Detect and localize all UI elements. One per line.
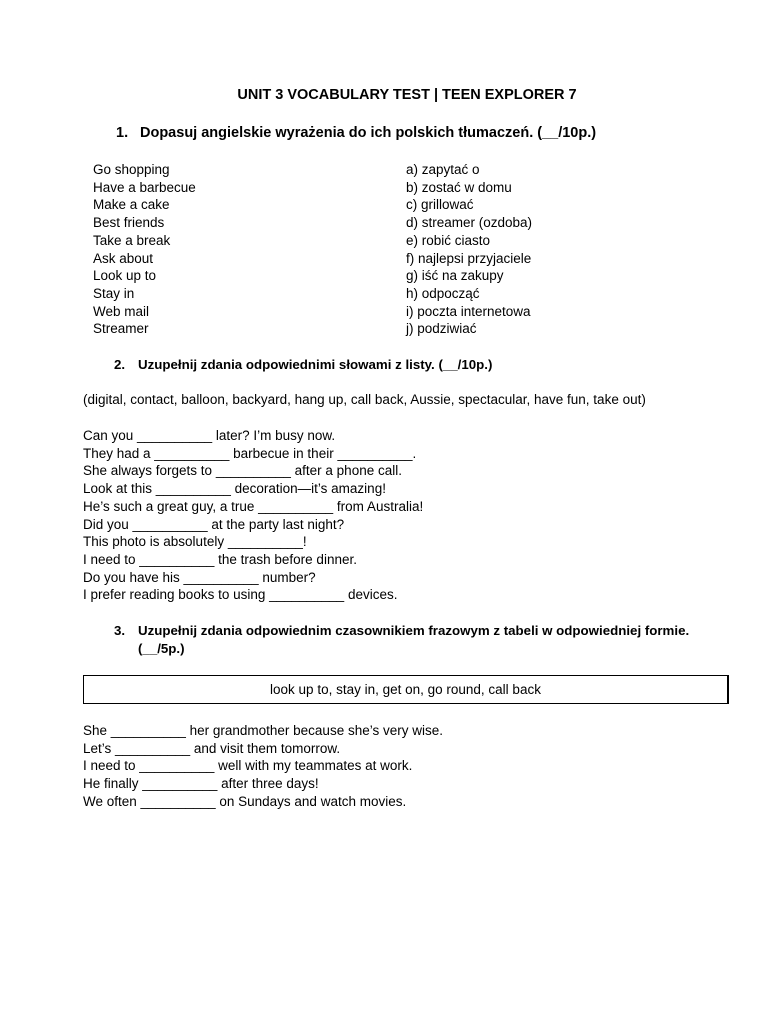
section-2-heading: [114, 357, 492, 372]
section-1-number: 1.: [116, 125, 129, 141]
sentence: We often __________ on Sundays and watch movies.: [83, 793, 407, 809]
sentence: They had a __________ barbecue in their __________.: [83, 445, 417, 461]
page-title: UNIT 3 VOCABULARY TEST | TEEN EXPLORER 7: [237, 87, 577, 103]
sentence: This photo is absolutely __________!: [83, 534, 307, 550]
list-item: Have a barbecue: [93, 179, 196, 195]
phrasal-verbs-text: look up to, stay in, get on, go round, call back: [270, 682, 541, 697]
section-3-sentences: [83, 722, 443, 811]
section-1-heading: [116, 125, 596, 141]
list-item: Stay in: [93, 285, 135, 301]
list-item: b) zostać w domu: [406, 179, 512, 195]
section-2-number: 2.: [114, 357, 126, 372]
list-item: a) zapytać o: [406, 162, 480, 177]
list-item: Go shopping: [93, 162, 170, 177]
sentence: I prefer reading books to using __________ devices.: [83, 587, 398, 603]
sentence: Did you __________ at the party last night?: [83, 516, 345, 532]
section-2-heading-text: Uzupełnij zdania odpowiednimi słowami z listy. (__/10p.): [138, 357, 493, 372]
list-item: j) podziwiać: [406, 321, 477, 337]
list-item: d) streamer (ozdoba): [406, 215, 533, 231]
list-item: Best friends: [93, 215, 165, 231]
sentence: Look at this __________ decoration—it’s amazing!: [83, 481, 386, 497]
list-item: Web mail: [93, 303, 150, 319]
section-2-sentences: [83, 427, 423, 604]
list-item: Ask about: [93, 250, 154, 266]
sentence: Can you __________ later? I’m busy now.: [83, 428, 336, 443]
list-item: Make a cake: [93, 197, 170, 213]
list-item: h) odpocząć: [406, 285, 480, 301]
list-item: Take a break: [93, 232, 171, 248]
list-item: Streamer: [93, 321, 149, 337]
list-item: Look up to: [93, 268, 157, 284]
list-item: c) grillować: [406, 197, 474, 213]
list-item: e) robić ciasto: [406, 232, 491, 248]
polish-translations-list: [406, 161, 532, 338]
sentence: I need to __________ the trash before dinner.: [83, 551, 357, 567]
sentence: He’s such a great guy, a true __________ from Australia!: [83, 498, 424, 514]
section-3-points: (__/5p.): [138, 641, 185, 656]
english-expressions-list: [93, 161, 196, 338]
section-3-heading-text: Uzupełnij zdania odpowiednim czasownikiem frazowym z tabeli w odpowiedniej formie.: [138, 623, 690, 638]
list-item: i) poczta internetowa: [406, 303, 531, 319]
section-3-number: 3.: [114, 623, 126, 638]
sentence: Let’s __________ and visit them tomorrow.: [83, 740, 341, 756]
phrasal-verbs-box: [83, 675, 729, 704]
list-item: f) najlepsi przyjaciele: [406, 250, 532, 266]
word-list: (digital, contact, balloon, backyard, hang up, call back, Aussie, spectacular, have fun, take out): [83, 392, 646, 407]
sentence: I need to __________ well with my teammates at work.: [83, 758, 413, 774]
sentence: Do you have his __________ number?: [83, 569, 316, 585]
sentence: She __________ her grandmother because she’s very wise.: [83, 723, 443, 738]
sentence: He finally __________ after three days!: [83, 776, 319, 792]
section-1-heading-text: Dopasuj angielskie wyrażenia do ich polskich tłumaczeń. (__/10p.): [140, 125, 597, 141]
list-item: g) iść na zakupy: [406, 268, 504, 284]
section-3-heading: [114, 622, 744, 658]
sentence: She always forgets to __________ after a phone call.: [83, 463, 402, 479]
